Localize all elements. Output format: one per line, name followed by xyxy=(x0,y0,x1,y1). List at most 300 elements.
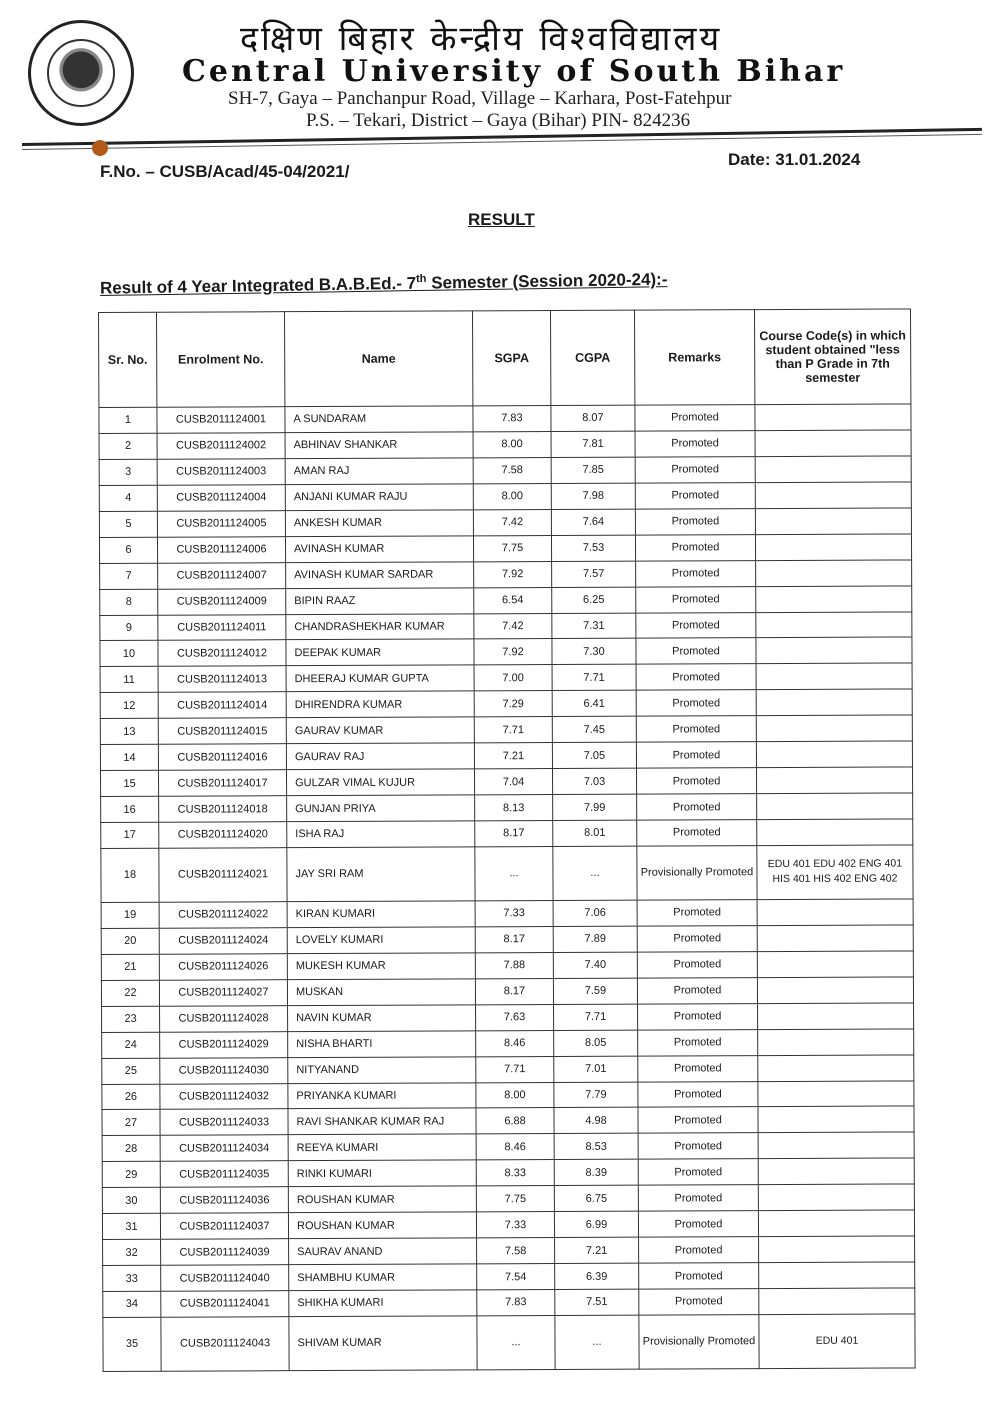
sr-cell: 26 xyxy=(102,1084,160,1110)
file-number-text: F.No. – CUSB/Acad/45-04/2021/ xyxy=(100,162,350,181)
table-row xyxy=(102,1184,914,1213)
name-cell: DEEPAK KUMAR xyxy=(286,639,474,666)
sr-cell: 25 xyxy=(102,1058,160,1084)
table-row xyxy=(101,977,913,1006)
course-codes-cell xyxy=(755,456,911,483)
remarks-cell: Promoted xyxy=(635,431,755,457)
sr-cell: 33 xyxy=(103,1265,161,1291)
enrolment-cell: CUSB2011124006 xyxy=(157,536,285,562)
sgpa-cell: 7.71 xyxy=(474,717,552,743)
sgpa-cell: 7.83 xyxy=(477,1290,555,1316)
sr-cell: 20 xyxy=(101,928,159,954)
sgpa-cell: 8.17 xyxy=(475,821,553,847)
cgpa-cell: 8.53 xyxy=(554,1134,638,1160)
table-row xyxy=(100,611,912,640)
sgpa-cell: 8.00 xyxy=(473,483,551,509)
cgpa-cell: ... xyxy=(553,846,637,900)
enrolment-cell: CUSB2011124013 xyxy=(158,666,286,692)
sr-cell: 21 xyxy=(101,954,159,980)
course-codes-cell xyxy=(758,1210,914,1237)
course-codes-cell: EDU 401 EDU 402 ENG 401 HIS 401 HIS 402 ENG 402 xyxy=(757,845,913,900)
enrolment-cell: CUSB2011124017 xyxy=(159,770,287,796)
enrolment-cell: CUSB2011124027 xyxy=(159,979,287,1005)
sgpa-cell: 7.42 xyxy=(474,613,552,639)
table-row xyxy=(100,663,912,692)
sr-cell: 1 xyxy=(99,407,157,433)
cgpa-cell: 8.07 xyxy=(551,405,635,431)
enrolment-cell: CUSB2011124034 xyxy=(160,1135,288,1161)
course-codes-cell xyxy=(756,767,912,794)
enrolment-cell: CUSB2011124001 xyxy=(157,407,285,433)
sr-cell: 11 xyxy=(100,667,158,693)
result-table xyxy=(98,308,916,1371)
course-codes-cell xyxy=(757,977,913,1004)
cgpa-cell: 8.05 xyxy=(554,1030,638,1056)
cgpa-cell: 7.71 xyxy=(554,1004,638,1030)
name-cell: ROUSHAN KUMAR xyxy=(288,1212,476,1239)
remarks-cell: Promoted xyxy=(636,612,756,638)
remarks-cell: Promoted xyxy=(637,977,757,1003)
course-codes-cell xyxy=(759,1288,915,1315)
course-codes-cell xyxy=(758,1158,914,1185)
name-cell: DHIRENDRA KUMAR xyxy=(286,691,474,718)
remarks-cell: Promoted xyxy=(638,1055,758,1081)
table-header-row xyxy=(99,309,911,408)
name-cell: ANJANI KUMAR RAJU xyxy=(285,484,473,511)
cgpa-cell: 4.98 xyxy=(554,1108,638,1134)
table-row xyxy=(103,1314,915,1372)
course-codes-cell xyxy=(755,508,911,535)
sgpa-cell: 7.75 xyxy=(473,535,551,561)
course-codes-cell xyxy=(756,637,912,664)
sgpa-cell: 7.42 xyxy=(473,509,551,535)
enrolment-cell: CUSB2011124007 xyxy=(158,562,286,588)
cgpa-cell: 7.06 xyxy=(553,900,637,926)
course-codes-cell xyxy=(757,793,913,820)
cgpa-cell: 6.75 xyxy=(554,1185,638,1211)
enrolment-cell: CUSB2011124036 xyxy=(160,1187,288,1213)
course-codes-cell xyxy=(757,899,913,926)
enrolment-cell: CUSB2011124009 xyxy=(158,588,286,614)
remarks-cell: Promoted xyxy=(636,716,756,742)
sr-cell: 8 xyxy=(100,589,158,615)
remarks-cell: Promoted xyxy=(637,926,757,952)
name-cell: ANKESH KUMAR xyxy=(285,510,473,537)
cgpa-cell: 7.85 xyxy=(551,457,635,483)
name-cell: GULZAR VIMAL KUJUR xyxy=(286,769,474,796)
header-cgpa: CGPA xyxy=(550,310,634,405)
table-row xyxy=(99,430,911,459)
subheading-suffix: Semester (Session 2020-24):- xyxy=(426,269,668,293)
cgpa-cell: 7.79 xyxy=(554,1082,638,1108)
sgpa-cell: 8.13 xyxy=(475,795,553,821)
sr-cell: 12 xyxy=(100,693,158,719)
enrolment-cell: CUSB2011124030 xyxy=(160,1057,288,1083)
sr-cell: 29 xyxy=(102,1162,160,1188)
table-row xyxy=(101,793,913,822)
sgpa-cell: 7.71 xyxy=(476,1056,554,1082)
table-row xyxy=(101,845,913,903)
remarks-cell: Promoted xyxy=(638,1081,758,1107)
cgpa-cell: 7.30 xyxy=(552,639,636,665)
course-codes-cell xyxy=(756,560,912,587)
enrolment-cell: CUSB2011124035 xyxy=(160,1161,288,1187)
name-cell: LOVELY KUMARI xyxy=(287,927,475,954)
table-row xyxy=(103,1288,915,1317)
cgpa-cell: 7.98 xyxy=(551,483,635,509)
sr-cell: 5 xyxy=(99,511,157,537)
table-row xyxy=(102,1158,914,1187)
sgpa-cell: 8.33 xyxy=(476,1160,554,1186)
course-codes-cell xyxy=(756,611,912,638)
cgpa-cell: 7.89 xyxy=(553,926,637,952)
course-codes-cell xyxy=(756,741,912,768)
sgpa-cell: 6.88 xyxy=(476,1108,554,1134)
enrolment-cell: CUSB2011124021 xyxy=(159,848,287,903)
course-codes-cell xyxy=(756,715,912,742)
enrolment-cell: CUSB2011124002 xyxy=(157,433,285,459)
remarks-cell: Promoted xyxy=(638,1029,758,1055)
header-remarks: Remarks xyxy=(634,310,754,406)
name-cell: AMAN RAJ xyxy=(285,458,473,485)
file-number xyxy=(100,162,349,182)
cgpa-cell: 7.03 xyxy=(552,768,636,794)
table-row xyxy=(100,560,912,589)
course-codes-cell xyxy=(758,1055,914,1082)
cgpa-cell: 8.39 xyxy=(554,1159,638,1185)
course-codes-cell xyxy=(758,1003,914,1030)
result-table-container xyxy=(98,308,915,1371)
name-cell: GAURAV KUMAR xyxy=(286,717,474,744)
remarks-cell: Provisionally Promoted xyxy=(637,846,757,901)
name-cell: ABHINAV SHANKAR xyxy=(285,432,473,459)
table-row xyxy=(99,508,911,537)
result-heading: RESULT xyxy=(468,210,535,229)
table-row xyxy=(99,456,911,485)
cgpa-cell: 7.53 xyxy=(551,535,635,561)
header-sr-no: Sr. No. xyxy=(99,312,157,407)
course-codes-cell xyxy=(757,925,913,952)
enrolment-cell: CUSB2011124032 xyxy=(160,1083,288,1109)
enrolment-cell: CUSB2011124020 xyxy=(159,822,287,848)
sgpa-cell: 7.75 xyxy=(476,1186,554,1212)
header-enrolment: Enrolment No. xyxy=(157,312,285,408)
sr-cell: 3 xyxy=(99,459,157,485)
table-row xyxy=(103,1236,915,1265)
remarks-cell: Promoted xyxy=(638,1185,758,1211)
enrolment-cell: CUSB2011124039 xyxy=(161,1239,289,1265)
sr-cell: 9 xyxy=(100,615,158,641)
sgpa-cell: 7.63 xyxy=(476,1004,554,1030)
sr-cell: 16 xyxy=(101,796,159,822)
cgpa-cell: 8.01 xyxy=(553,820,637,846)
enrolment-cell: CUSB2011124026 xyxy=(159,953,287,979)
remarks-cell: Promoted xyxy=(639,1263,759,1289)
sgpa-cell: 7.04 xyxy=(474,769,552,795)
course-codes-cell xyxy=(756,663,912,690)
remarks-cell: Promoted xyxy=(638,1159,758,1185)
sr-cell: 22 xyxy=(101,980,159,1006)
enrolment-cell: CUSB2011124043 xyxy=(161,1317,289,1372)
course-codes-cell xyxy=(757,819,913,846)
cgpa-cell: 6.99 xyxy=(554,1211,638,1237)
sr-cell: 23 xyxy=(102,1006,160,1032)
course-codes-cell: EDU 401 xyxy=(759,1314,915,1369)
course-codes-cell xyxy=(759,1262,915,1289)
sgpa-cell: 7.33 xyxy=(475,900,553,926)
sgpa-cell: 6.54 xyxy=(474,587,552,613)
name-cell: CHANDRASHEKHAR KUMAR xyxy=(286,613,474,640)
sr-cell: 15 xyxy=(101,770,159,796)
remarks-cell: Promoted xyxy=(635,482,755,508)
enrolment-cell: CUSB2011124033 xyxy=(160,1109,288,1135)
enrolment-cell: CUSB2011124028 xyxy=(160,1005,288,1031)
cgpa-cell: 7.57 xyxy=(552,561,636,587)
enrolment-cell: CUSB2011124015 xyxy=(158,718,286,744)
cgpa-cell: 7.21 xyxy=(555,1237,639,1263)
cgpa-cell: 6.39 xyxy=(555,1263,639,1289)
sgpa-cell: 8.17 xyxy=(475,926,553,952)
remarks-cell: Promoted xyxy=(637,794,757,820)
sr-cell: 6 xyxy=(99,537,157,563)
date-value: 31.01.2024 xyxy=(775,150,861,169)
table-row xyxy=(102,1106,914,1135)
sr-cell: 31 xyxy=(102,1213,160,1239)
cgpa-cell: 7.81 xyxy=(551,431,635,457)
name-cell: PRIYANKA KUMARI xyxy=(288,1082,476,1109)
sr-cell: 30 xyxy=(102,1187,160,1213)
date-label: Date: xyxy=(728,150,771,169)
course-codes-cell xyxy=(758,1106,914,1133)
sr-cell: 27 xyxy=(102,1110,160,1136)
enrolment-cell: CUSB2011124018 xyxy=(159,796,287,822)
cgpa-cell: 7.71 xyxy=(552,665,636,691)
name-cell: AVINASH KUMAR SARDAR xyxy=(286,561,474,588)
table-row xyxy=(99,534,911,563)
remarks-cell: Promoted xyxy=(638,1133,758,1159)
sgpa-cell: 7.83 xyxy=(473,406,551,432)
name-cell: SHAMBHU KUMAR xyxy=(289,1264,477,1291)
table-row xyxy=(100,741,912,770)
course-codes-cell xyxy=(758,1029,914,1056)
name-cell: REEYA KUMARI xyxy=(288,1134,476,1161)
enrolment-cell: CUSB2011124022 xyxy=(159,902,287,928)
name-cell: SAURAV ANAND xyxy=(289,1238,477,1265)
course-codes-cell xyxy=(756,689,912,716)
cgpa-cell: 7.40 xyxy=(553,952,637,978)
table-row xyxy=(101,899,913,928)
sr-cell: 28 xyxy=(102,1136,160,1162)
sr-cell: 13 xyxy=(100,718,158,744)
sgpa-cell: 7.21 xyxy=(474,743,552,769)
name-cell: NAVIN KUMAR xyxy=(288,1005,476,1032)
remarks-cell: Promoted xyxy=(636,690,756,716)
cgpa-cell: 7.64 xyxy=(551,509,635,535)
name-cell: ISHA RAJ xyxy=(287,821,475,848)
table-row xyxy=(101,819,913,848)
remarks-cell: Promoted xyxy=(636,638,756,664)
sr-cell: 2 xyxy=(99,433,157,459)
university-seal-icon xyxy=(28,20,134,126)
sgpa-cell: 7.92 xyxy=(474,561,552,587)
header-course-codes: Course Code(s) in which student obtained "less than P Grade in 7th semester xyxy=(754,309,910,405)
enrolment-cell: CUSB2011124005 xyxy=(157,510,285,536)
university-name-english: Central University of South Bihar xyxy=(182,54,846,89)
table-row xyxy=(102,1210,914,1239)
remarks-cell: Provisionally Promoted xyxy=(639,1315,759,1370)
name-cell: NISHA BHARTI xyxy=(288,1030,476,1057)
enrolment-cell: CUSB2011124041 xyxy=(161,1291,289,1317)
remarks-cell: Promoted xyxy=(638,1107,758,1133)
enrolment-cell: CUSB2011124016 xyxy=(158,744,286,770)
cgpa-cell: 6.41 xyxy=(552,690,636,716)
enrolment-cell: CUSB2011124037 xyxy=(160,1213,288,1239)
sgpa-cell: 7.00 xyxy=(474,665,552,691)
course-codes-cell xyxy=(755,404,911,431)
sr-cell: 19 xyxy=(101,902,159,928)
sgpa-cell: 7.33 xyxy=(476,1212,554,1238)
table-row xyxy=(102,1055,914,1084)
remarks-cell: Promoted xyxy=(635,534,755,560)
cgpa-cell: 7.59 xyxy=(553,978,637,1004)
cgpa-cell: 7.51 xyxy=(555,1289,639,1315)
table-row xyxy=(102,1029,914,1058)
sgpa-cell: 8.00 xyxy=(476,1082,554,1108)
address-line-2: P.S. – Tekari, District – Gaya (Bihar) PIN- 824236 xyxy=(306,110,691,131)
sr-cell: 32 xyxy=(103,1239,161,1265)
name-cell: MUSKAN xyxy=(287,979,475,1006)
name-cell: GUNJAN PRIYA xyxy=(287,795,475,822)
remarks-cell: Promoted xyxy=(636,560,756,586)
remarks-cell: Promoted xyxy=(637,820,757,846)
sr-cell: 34 xyxy=(103,1291,161,1317)
sgpa-cell: 8.17 xyxy=(475,978,553,1004)
course-codes-cell xyxy=(755,430,911,457)
cgpa-cell: 7.45 xyxy=(552,716,636,742)
remarks-cell: Promoted xyxy=(636,664,756,690)
sgpa-cell: 7.58 xyxy=(473,457,551,483)
table-row xyxy=(102,1003,914,1032)
remarks-cell: Promoted xyxy=(635,405,755,431)
cgpa-cell: 7.31 xyxy=(552,613,636,639)
name-cell: ROUSHAN KUMAR xyxy=(288,1186,476,1213)
name-cell: SHIKHA KUMARI xyxy=(289,1290,477,1317)
name-cell: RINKI KUMARI xyxy=(288,1160,476,1187)
document-date xyxy=(728,150,860,170)
enrolment-cell: CUSB2011124040 xyxy=(161,1265,289,1291)
table-row xyxy=(100,715,912,744)
sgpa-cell: ... xyxy=(475,846,553,900)
sr-cell: 17 xyxy=(101,822,159,848)
name-cell: DHEERAJ KUMAR GUPTA xyxy=(286,665,474,692)
sgpa-cell: 7.92 xyxy=(474,639,552,665)
sgpa-cell: 7.88 xyxy=(475,952,553,978)
punch-mark xyxy=(92,140,108,156)
sr-cell: 35 xyxy=(103,1317,161,1371)
table-row xyxy=(99,482,911,511)
course-codes-cell xyxy=(755,534,911,561)
sr-cell: 4 xyxy=(99,485,157,511)
name-cell: SHIVAM KUMAR xyxy=(289,1316,477,1371)
name-cell: BIPIN RAAZ xyxy=(286,587,474,614)
name-cell: RAVI SHANKAR KUMAR RAJ xyxy=(288,1108,476,1135)
sgpa-cell: 7.54 xyxy=(477,1264,555,1290)
sgpa-cell: 8.46 xyxy=(476,1030,554,1056)
remarks-cell: Promoted xyxy=(635,457,755,483)
header-sgpa: SGPA xyxy=(472,311,550,406)
sgpa-cell: 7.29 xyxy=(474,691,552,717)
sr-cell: 14 xyxy=(100,744,158,770)
enrolment-cell: CUSB2011124029 xyxy=(160,1031,288,1057)
sgpa-cell: 8.46 xyxy=(476,1134,554,1160)
table-row xyxy=(100,689,912,718)
enrolment-cell: CUSB2011124014 xyxy=(158,692,286,718)
remarks-cell: Promoted xyxy=(639,1237,759,1263)
enrolment-cell: CUSB2011124003 xyxy=(157,459,285,485)
result-subheading xyxy=(100,269,668,299)
enrolment-cell: CUSB2011124011 xyxy=(158,614,286,640)
course-codes-cell xyxy=(757,951,913,978)
course-codes-cell xyxy=(759,1236,915,1263)
name-cell: MUKESH KUMAR xyxy=(287,953,475,980)
table-row xyxy=(99,404,911,433)
table-row xyxy=(100,586,912,615)
cgpa-cell: 7.01 xyxy=(554,1056,638,1082)
remarks-cell: Promoted xyxy=(635,508,755,534)
name-cell: JAY SRI RAM xyxy=(287,847,475,902)
subheading-prefix: Result of 4 Year Integrated B.A.B.Ed.- 7 xyxy=(99,273,417,298)
sr-cell: 7 xyxy=(100,563,158,589)
remarks-cell: Promoted xyxy=(636,586,756,612)
header-name: Name xyxy=(285,311,473,407)
address-line-1: SH-7, Gaya – Panchanpur Road, Village – Karhara, Post-Fatehpur xyxy=(228,88,732,109)
course-codes-cell xyxy=(758,1132,914,1159)
name-cell: A SUNDARAM xyxy=(285,406,473,433)
remarks-cell: Promoted xyxy=(638,1211,758,1237)
sgpa-cell: ... xyxy=(477,1315,555,1369)
cgpa-cell: 6.25 xyxy=(552,587,636,613)
course-codes-cell xyxy=(755,482,911,509)
enrolment-cell: CUSB2011124004 xyxy=(157,484,285,510)
name-cell: KIRAN KUMARI xyxy=(287,901,475,928)
enrolment-cell: CUSB2011124012 xyxy=(158,640,286,666)
table-row xyxy=(102,1080,914,1109)
course-codes-cell xyxy=(756,586,912,613)
table-row xyxy=(101,767,913,796)
remarks-cell: Promoted xyxy=(637,951,757,977)
name-cell: NITYANAND xyxy=(288,1056,476,1083)
cgpa-cell: 7.05 xyxy=(552,742,636,768)
course-codes-cell xyxy=(758,1080,914,1107)
enrolment-cell: CUSB2011124024 xyxy=(159,928,287,954)
cgpa-cell: ... xyxy=(555,1315,639,1369)
remarks-cell: Promoted xyxy=(639,1289,759,1315)
table-row xyxy=(102,1132,914,1161)
table-row xyxy=(101,951,913,980)
table-row xyxy=(103,1262,915,1291)
name-cell: AVINASH KUMAR xyxy=(285,536,473,563)
university-name-hindi: दक्षिण बिहार केन्द्रीय विश्वविद्यालय xyxy=(240,19,723,59)
sr-cell: 18 xyxy=(101,848,159,902)
course-codes-cell xyxy=(758,1184,914,1211)
table-row xyxy=(101,925,913,954)
name-cell: GAURAV RAJ xyxy=(286,743,474,770)
sgpa-cell: 7.58 xyxy=(477,1238,555,1264)
table-row xyxy=(100,637,912,666)
sr-cell: 10 xyxy=(100,641,158,667)
subheading-sup: th xyxy=(415,272,427,286)
cgpa-cell: 7.99 xyxy=(553,794,637,820)
